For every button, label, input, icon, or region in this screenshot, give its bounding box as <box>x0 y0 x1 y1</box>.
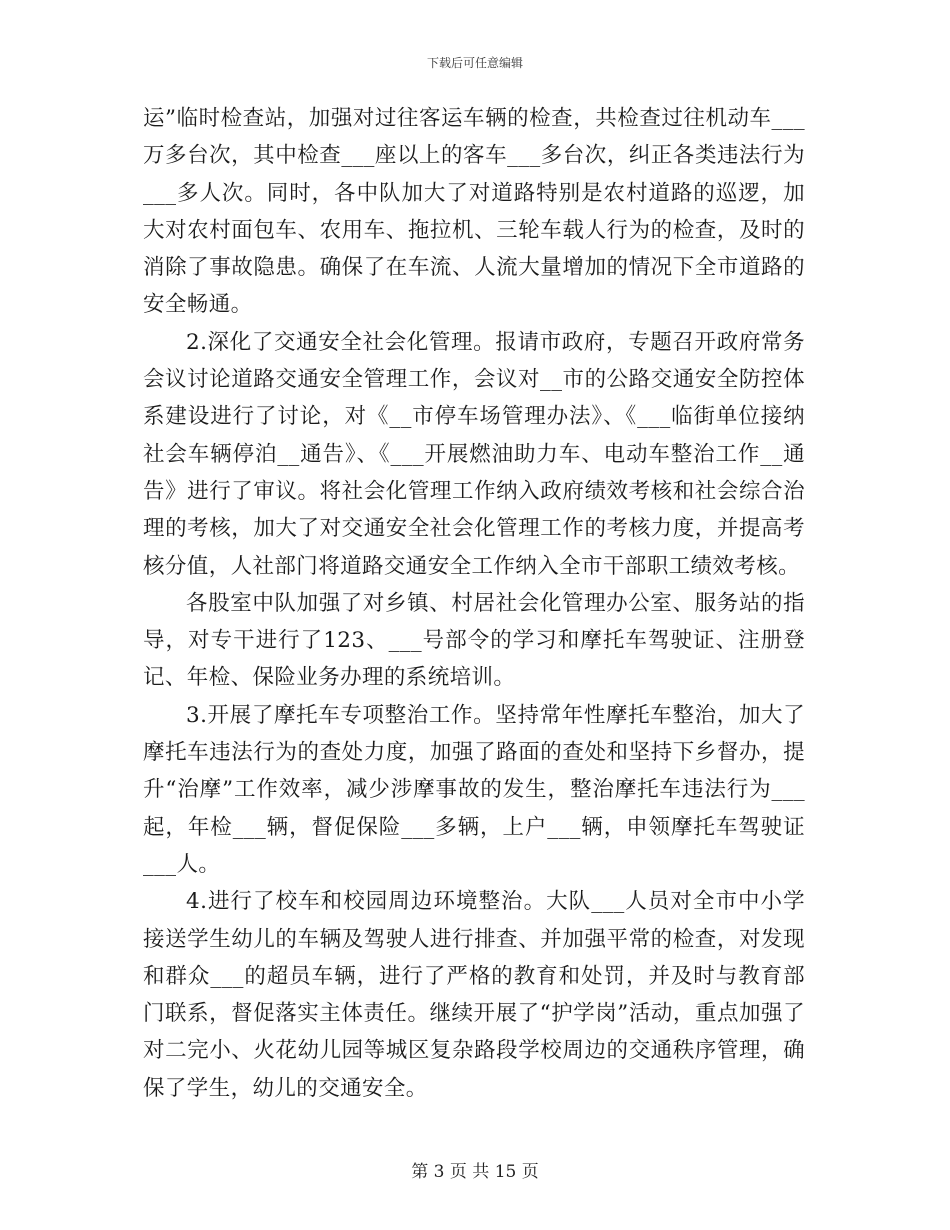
document-body <box>143 100 805 1107</box>
paragraph-continuation: 运”临时检查站，加强对过往客运车辆的检查，共检查过往机动车___万多台次，其中检查___座以上的客车___多台次，纠正各类违法行为___多人次。同时，各中队加大了对道路特别是农村道路的巡逻，加大对农村面包车、农用车、拖拉机、三轮车载人行为的检查，及时的消除了事故隐患。确保了在车流、人流大量增加的情况下全市道路的安全畅通。 <box>143 106 805 318</box>
paragraph-item-2: 2.深化了交通安全社会化管理。报请市政府，专题召开政府常务会议讨论道路交通安全管理工作，会议对__市的公路交通安全防控体系建设进行了讨论，对《__市停车场管理办法》、《___临街单位接纳社会车辆停泊__通告》、《___开展燃油助力车、电动车整治工作__通告》进行了审议。将社会化管理工作纳入政府绩效考核和社会综合治理的考核，加大了对交通安全社会化管理工作的考核力度，并提高考核分值，人社部门将道路交通安全工作纳入全市干部职工绩效考核。 <box>143 329 805 579</box>
page-number-footer: 第 3 页 共 15 页 <box>411 1162 539 1182</box>
paragraph-training: 各股室中队加强了对乡镇、村居社会化管理办公室、服务站的指导，对专干进行了123、___号部令的学习和摩托车驾驶证、注册登记、年检、保险业务办理的系统培训。 <box>143 590 805 691</box>
paragraph-item-3: 3.开展了摩托车专项整治工作。坚持常年性摩托车整治，加大了摩托车违法行为的查处力度，加强了路面的查处和坚持下乡督办，提升“治摩”工作效率，减少涉摩事故的发生，整治摩托车违法行为___起，年检___辆，督促保险___多辆，上户___辆，申领摩托车驾驶证___人。 <box>143 702 805 877</box>
paragraph-item-4: 4.进行了校车和校园周边环境整治。大队___人员对全市中小学接送学生幼儿的车辆及驾驶人进行排查、并加强平常的检查，对发现和群众___的超员车辆，进行了严格的教育和处罚，并及时与教育部门联系，督促落实主体责任。继续开展了“护学岗”活动，重点加强了对二完小、火花幼儿园等城区复杂路段学校周边的交通秩序管理，确保了学生，幼儿的交通安全。 <box>143 889 805 1101</box>
page-header-note: 下载后可任意编辑 <box>426 56 523 70</box>
